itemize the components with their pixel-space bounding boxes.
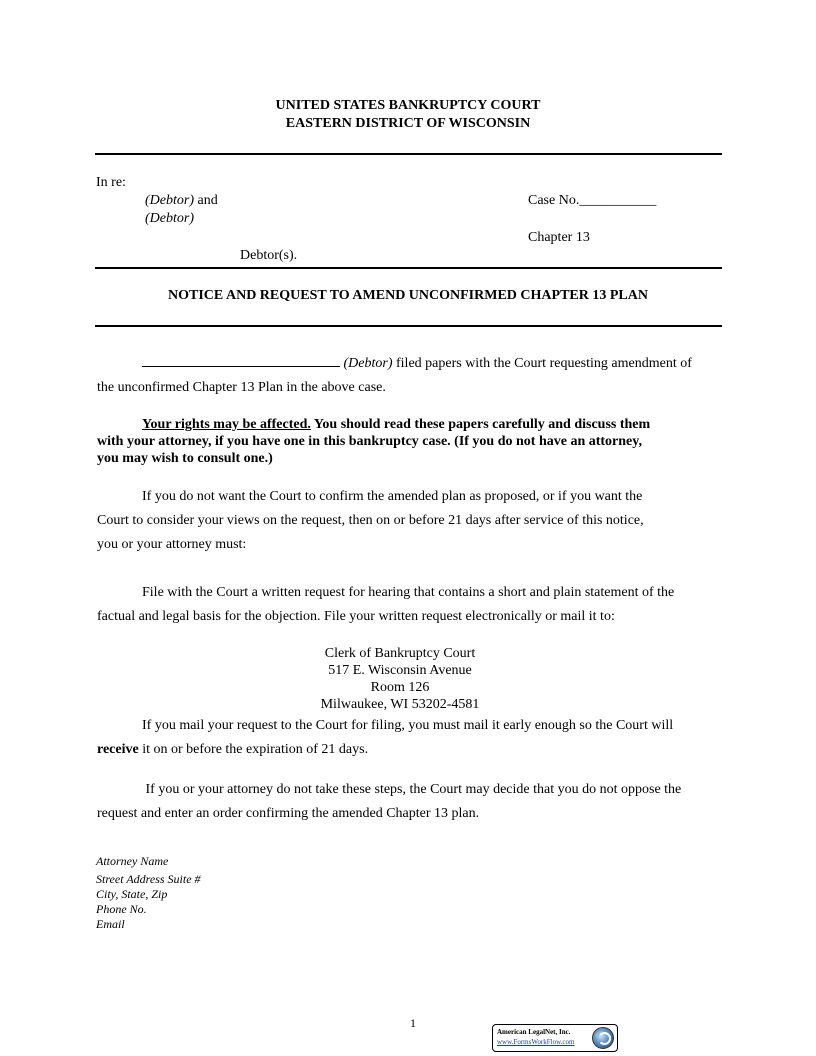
- debtors-label: Debtor(s).: [240, 248, 298, 263]
- badge-company: American LegalNet, Inc.: [497, 1028, 571, 1036]
- caption-rule: [95, 267, 722, 269]
- objection-paragraph: [97, 485, 722, 557]
- intro-paragraph: [97, 352, 722, 400]
- footer-badge[interactable]: [492, 1024, 618, 1052]
- rights-line-2: with your attorney, if you have one in this bankruptcy case. (If you do not have an attorney,: [97, 434, 643, 449]
- file-paragraph: [97, 581, 722, 629]
- rights-underlined: Your rights may be affected.: [142, 417, 311, 432]
- court-name: UNITED STATES BANKRUPTCY COURT: [275, 98, 541, 113]
- address-line-2: 517 E. Wisconsin Avenue: [328, 663, 472, 678]
- rights-line-3: you may wish to consult one.): [97, 451, 273, 466]
- objection-line-1: If you do not want the Court to confirm the amended plan as proposed, or if you want the: [142, 489, 643, 504]
- file-line-1: File with the Court a written request for hearing that contains a short and plain statement of the: [142, 585, 675, 600]
- mail-line-1: If you mail your request to the Court for filing, you must mail it early enough so the Court will: [142, 718, 674, 733]
- in-re-label: In re:: [96, 175, 126, 190]
- rights-paragraph: [97, 416, 722, 467]
- clerk-address: [0, 645, 800, 713]
- attorney-phone[interactable]: Phone No.: [96, 902, 147, 916]
- receive-word: receive: [97, 742, 139, 757]
- address-line-1: Clerk of Bankruptcy Court: [324, 646, 476, 661]
- mail-line-2: receive it on or before the expiration of 21 days.: [97, 742, 369, 757]
- attorney-name[interactable]: Attorney Name: [96, 854, 169, 868]
- intro-line-2: the unconfirmed Chapter 13 Plan in the above case.: [97, 380, 386, 395]
- address-line-4: Milwaukee, WI 53202-4581: [320, 697, 480, 712]
- rights-line-1-text: You should read these papers carefully and discuss them: [310, 417, 651, 432]
- file-line-2: factual and legal basis for the objection. File your written request electronically or mail it to:: [97, 609, 615, 624]
- court-district: EASTERN DISTRICT OF WISCONSIN: [285, 116, 531, 131]
- attorney-block: [96, 854, 201, 932]
- intro-debtor-placeholder: (Debtor): [343, 356, 393, 371]
- mail-paragraph: [97, 714, 722, 762]
- and-label: and: [197, 193, 218, 208]
- globe-icon: [592, 1027, 614, 1049]
- debtor-1-placeholder[interactable]: (Debtor): [145, 193, 194, 208]
- debtor-name-blank[interactable]: [142, 366, 340, 367]
- attorney-city[interactable]: City, State, Zip: [96, 887, 168, 901]
- debtor-2-placeholder[interactable]: (Debtor): [145, 211, 194, 226]
- steps-paragraph: [97, 778, 722, 826]
- debtor-line-1: [145, 193, 218, 209]
- rights-line-1: [97, 416, 722, 433]
- document-title: NOTICE AND REQUEST TO AMEND UNCONFIRMED CHAPTER 13 PLAN: [168, 288, 648, 303]
- attorney-email[interactable]: Email: [96, 917, 125, 931]
- chapter-label: Chapter 13: [528, 230, 590, 245]
- steps-line-2: request and enter an order confirming the amended Chapter 13 plan.: [97, 806, 480, 821]
- page-number: 1: [410, 1016, 416, 1030]
- title-rule: [95, 325, 722, 327]
- court-header: [0, 97, 816, 133]
- objection-line-3: you or your attorney must:: [97, 537, 247, 552]
- address-line-3: Room 126: [370, 680, 430, 695]
- attorney-street[interactable]: Street Address Suite #: [96, 872, 201, 886]
- intro-line-1: [97, 352, 722, 376]
- header-rule: [95, 153, 722, 155]
- case-number-field[interactable]: Case No.___________: [528, 193, 657, 208]
- steps-line-1: If you or your attorney do not take these steps, the Court may decide that you do not oppose the: [142, 782, 682, 797]
- badge-url-link[interactable]: www.FormsWorkFlow.com: [497, 1038, 575, 1046]
- intro-line-1-text: filed papers with the Court requesting amendment of: [396, 356, 692, 371]
- objection-line-2: Court to consider your views on the request, then on or before 21 days after service of this notice,: [97, 513, 644, 528]
